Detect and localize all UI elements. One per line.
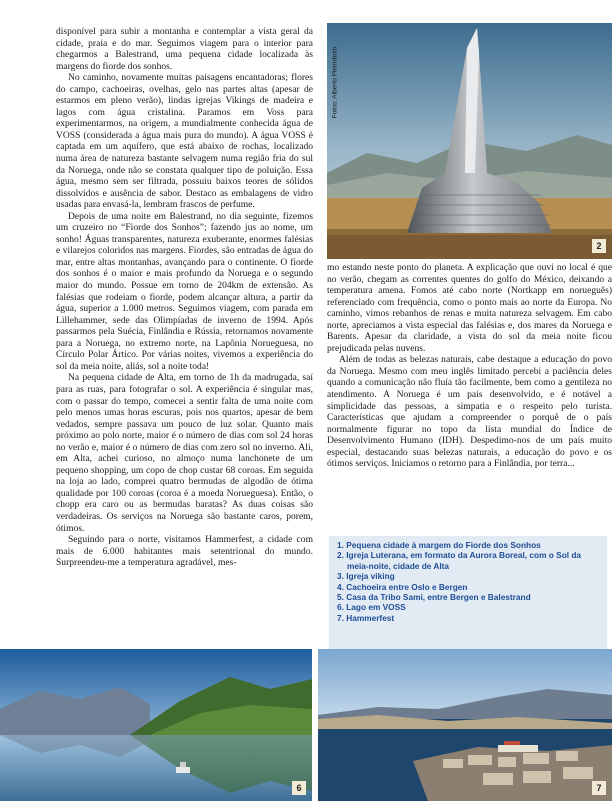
paragraph: No caminho, novamente muitas paisagens encantadoras; flores do campo, cachoeiras, ovelhas, gelo nas partes altas (apesar de estarmos em pleno verão), lindas igrejas Vikings de madeira e lagos com água cristalina. Paramos em Voss para experimentarmos, na origem, a mundialmente conhecida água de VOSS (considerada a água mais pura do mundo). A água VOSS é captada em um aquífero, que está abaixo de rochas, localizado numa área de natureza bastante selvagem numa região fria do sul da Noruega, onde não se constata qualquer tipo de poluição. Essa água, mesmo sem ser filtrada, possuiu baixos teores de sólidos dissolvidos e ausência de sabor. Destaco as embalagens de vidro usadas para envasá-la, lembram frascos de perfume.: [56, 72, 313, 211]
photo-number-badge: 6: [292, 781, 306, 795]
caption-item: 3. Igreja viking: [337, 571, 395, 582]
photo-captions-box: [329, 536, 607, 653]
caption-item: 7. Hammerfest: [337, 612, 395, 623]
caption-item: 1. Pequena cidade à margem do Fiorde dos Sonhos: [337, 540, 541, 550]
paragraph: mo estando neste ponto do planeta. A explicação que ouvi no local é que no verão, chegam as correntes quentes do golfo do México, deixando a temperatura amena. Fomos até cabo norte (Nortkapp em norueguês) referenciado com frequência, como o ponto mais ao norte da Europa. No caminho, vimos rebanhos de renas e muita natureza selvagem. Em cabo norte, apreciamos a vista especial das falésias e, dos mares da Noruega e Barents. Apesar da claridade, a vista do sol da meia noite ficou prejudicada pelas nuvens.: [327, 262, 612, 354]
lake-voss-illustration: [0, 649, 312, 801]
caption-item: 5. Casa da Tribo Sami, entre Bergen e Balestrand: [337, 592, 531, 603]
caption-item: 4. Cachoeira entre Oslo e Bergen: [337, 581, 468, 592]
paragraph: Na pequena cidade de Alta, em torno de 1h da madrugada, saí para as ruas, para fotografar o sol. A experiência é singular mas, com o passar do tempo, comecei a sentir falta de uma noite com pelo menos umas horas escuras, pois nos quartos, apesar de bem vedados, sempre passava um pouco de luz solar. Quanto mais próximo ao polo norte, maior é o número de dias com sol 24 horas no verão e, maior é o número de dias com zero sol no inverno. Ali, em Alta, achei curioso, no almoço numa lanchonete de um pequeno shopping, um copo de chop custar 68 coroas. Em seguida na loja ao lado, comprei quatro bermudas de algodão de ótima qualidade por 100 coroas (coroa é a moeda Norueguesa). Então, o chopp era caro ou as bermudas baratas? As duas coisas são verdadeiras. Os serviços na Noruega são bastante caros, porem, ótimos.: [56, 372, 313, 534]
caption-item: 6. Lago em VOSS: [337, 602, 406, 613]
caption-item: 2. Igreja Luterana, em formato da Aurora Boreal, com o Sol da meia-noite, cidade de Alta: [337, 550, 582, 571]
photo-credit: Fotos: Alberto Pietrobom: [331, 46, 339, 119]
photo-lake-voss: [0, 649, 312, 801]
paragraph: Além de todas as belezas naturais, cabe destaque a educação do povo da Noruega. Mesmo com meu inglês limitado percebi a paciência deles quando a comunicação não fluía tão facilmente, bem como a gentileza no atendimento. A Noruega é um país desenvolvido, e é notável a simplicidade das pessoas, a simpatia e o respeito pelo turista. Características que ajudam a compreender o porquê de o país normalmente figurar no topo da lista mundial do Índice de Desenvolvimento Humano (IDH). Despedimo-nos de um país muito especial, destacando suas belezas naturais, a educação do povo e os ótimos serviços. Iniciamos o retorno para a Finlândia, por terra...: [327, 354, 612, 470]
paragraph: disponível para subir a montanha e contemplar a vista geral da cidade, praia e do mar. Seguimos viagem para o interior para chegarmos a Balestrand, uma pequena cidade localizada às margens do fiorde dos sonhos.: [56, 26, 313, 72]
article-right-column: [327, 262, 612, 470]
paragraph: Depois de uma noite em Balestrand, no dia seguinte, fizemos um cruzeiro no “Fiorde dos Sonhos”; fazendo jus ao nome, um sonho! Águas transparentes, natureza exuberante, enormes falésias e vilarejos coloridos nas margens. Fiordes, são entradas de água do mar, entre altas montanhas, avançando para o continente. O fiorde dos sonhos é o maior e mais profundo da Noruega e o segundo maior do mundo. Possue em torno de 204km de extensão. As falésias que rodeiam o fiorde, podem alcançar altura, a partir da água, superior a 1.000 metros. Seguimos viagem, com parada em Lillehammer, sede das Olimpíadas de inverno de 1994. Após passarmos pela Suécia, Finlândia e Rússia, retornamos novamente para a Noruega, no extremo norte, na Lapônia Norueguesa, no Círculo Polar Ártico. Por várias noites, vivemos a experiência do sol da meia noite, aliás, sol a noite toda!: [56, 210, 313, 372]
photo-number-badge: 7: [592, 781, 606, 795]
paragraph: Seguindo para o norte, visitamos Hammerfest, a cidade com mais de 6.000 habitantes mais setentrional do mundo. Surpreendeu-me a temperatura agradável, mes-: [56, 534, 313, 569]
photo-hammerfest: [318, 649, 612, 801]
hammerfest-illustration: [318, 649, 612, 801]
photo-number-badge: 2: [592, 239, 606, 253]
aurora-church-illustration: [327, 23, 612, 259]
article-left-column: [56, 26, 313, 569]
photo-aurora-church: [327, 23, 612, 259]
